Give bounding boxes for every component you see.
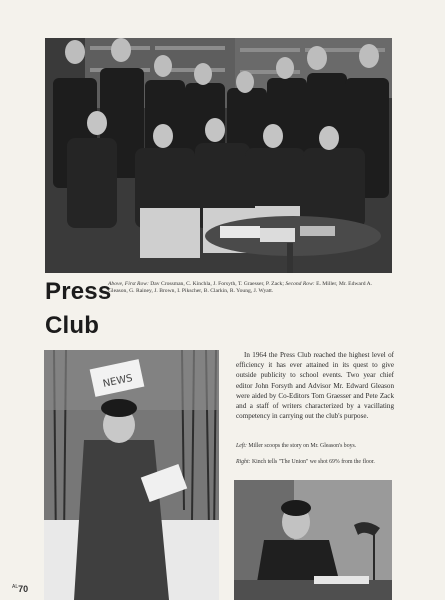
right-photo-caption — [236, 459, 394, 466]
page-number-value: 70 — [18, 584, 29, 594]
second-row-label: Second Row: — [285, 281, 315, 287]
left-caption-label: Left: — [236, 443, 247, 449]
page-title-line1: Press — [45, 278, 112, 305]
group-photo-caption — [108, 281, 393, 296]
right-caption-text: Kinch tells "The Union" we shot 69% from the floor. — [250, 459, 375, 465]
club-description: In 1964 the Press Club reached the highest level of efficiency it has ever attained in its quest to give outside publicity to school events. Two year chief editor John Forsyth and Advisor Mr. Edward Gleason were aided by Co-Editors Tom Graesser and Pete Zack and a staff of writers characterized by a vacillating competency in carrying out the club's purpose. — [236, 351, 394, 421]
left-caption-text: Miller scoops the story on Mr. Gleason's boys. — [246, 443, 357, 449]
group-photo — [45, 38, 392, 273]
page-number — [12, 584, 28, 594]
snow-photo — [44, 350, 219, 600]
second-row-names: E. Miller, Mr. Edward A. Gleason, G. Rainey, J. Brown, I. Pikscher, B. Clarkin, R. Young, J. Wyatt. — [108, 281, 373, 295]
news-sign-text: NEWS — [101, 372, 134, 390]
left-photo-caption — [236, 443, 394, 450]
desk-photo — [234, 480, 392, 600]
first-row-label: Above, First Row: — [108, 281, 149, 287]
page-number-prefix: AL — [12, 584, 19, 590]
right-caption-label: Right: — [236, 459, 251, 465]
page-title-line2: Club — [45, 312, 100, 339]
first-row-names: Dav Crossman, C. Kinchla, J. Forsyth, T. Graesser, P. Zack; — [148, 281, 284, 287]
